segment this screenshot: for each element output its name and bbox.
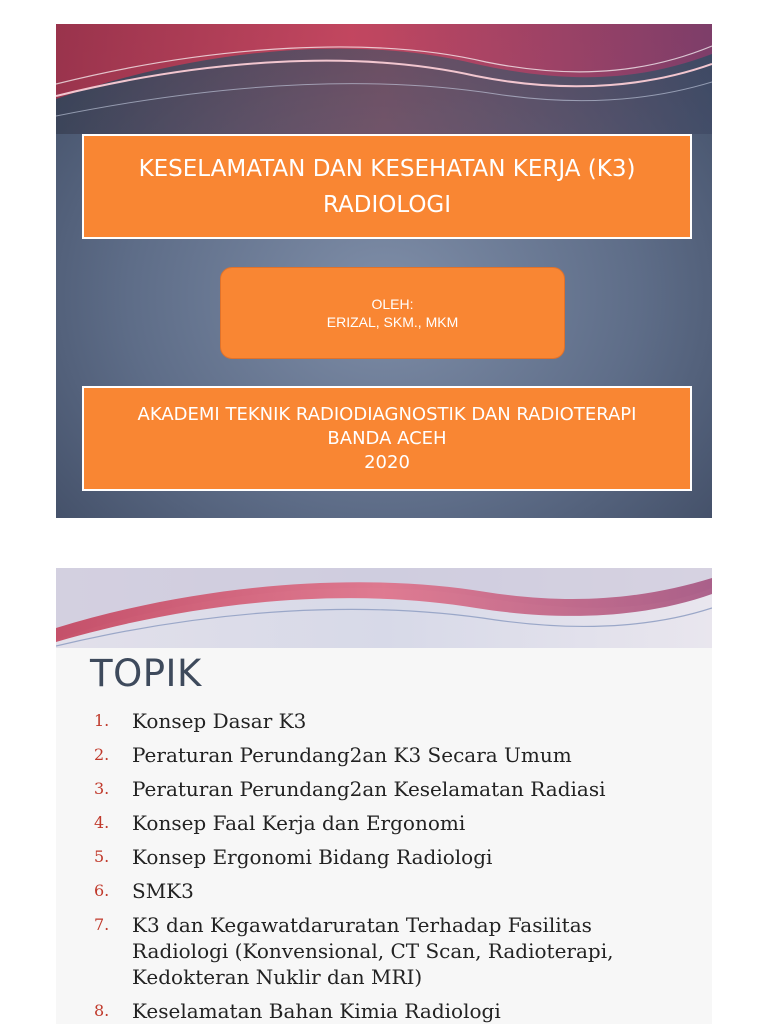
list-number: 2. [94,745,110,764]
list-number: 3. [94,779,110,798]
institution-city: BANDA ACEH [327,427,447,449]
list-text: Peraturan Perundang2an K3 Secara Umum [132,743,572,767]
list-text: SMK3 [132,879,194,903]
author-label: OLEH: [371,296,414,312]
title-slide [56,24,712,518]
title-line-1: KESELAMATAN DAN KESEHATAN KERJA (K3) [138,155,636,182]
title-line-2: RADIOLOGI [322,191,452,218]
institution-box [82,386,692,491]
list-number: 5. [94,847,110,866]
topic-list [94,708,694,1024]
list-text [132,912,694,990]
list-item [94,776,694,802]
list-item [94,742,694,768]
list-text: Konsep Ergonomi Bidang Radiologi [132,845,493,869]
slide-title: TOPIK [90,652,202,695]
institution-year: 2020 [364,451,410,473]
header-swoosh [56,24,712,134]
list-item [94,708,694,734]
list-number: 7. [94,915,110,934]
list-item [94,998,694,1024]
topics-slide [56,568,712,1024]
author-box [220,267,565,359]
list-item [94,844,694,870]
list-number: 4. [94,813,110,832]
list-text: Konsep Dasar K3 [132,709,307,733]
list-item [94,912,694,990]
institution-name: AKADEMI TEKNIK RADIODIAGNOSTIK DAN RADIOTERAPI [137,403,637,425]
header-swoosh [56,568,712,648]
list-text: Konsep Faal Kerja dan Ergonomi [132,811,466,835]
list-item [94,878,694,904]
list-text-line: K3 dan Kegawatdaruratan Terhadap Fasilitas [132,913,592,937]
list-number: 8. [94,1001,110,1020]
list-text: Peraturan Perundang2an Keselamatan Radiasi [132,777,606,801]
list-number: 6. [94,881,110,900]
list-text-line: Radiologi (Konvensional, CT Scan, Radioterapi, [132,939,614,963]
list-text-line: Kedokteran Nuklir dan MRI) [132,965,423,989]
list-text: Keselamatan Bahan Kimia Radiologi [132,999,501,1023]
list-number: 1. [94,711,110,730]
list-item [94,810,694,836]
author-name: ERIZAL, SKM., MKM [326,314,459,330]
title-box [82,134,692,239]
